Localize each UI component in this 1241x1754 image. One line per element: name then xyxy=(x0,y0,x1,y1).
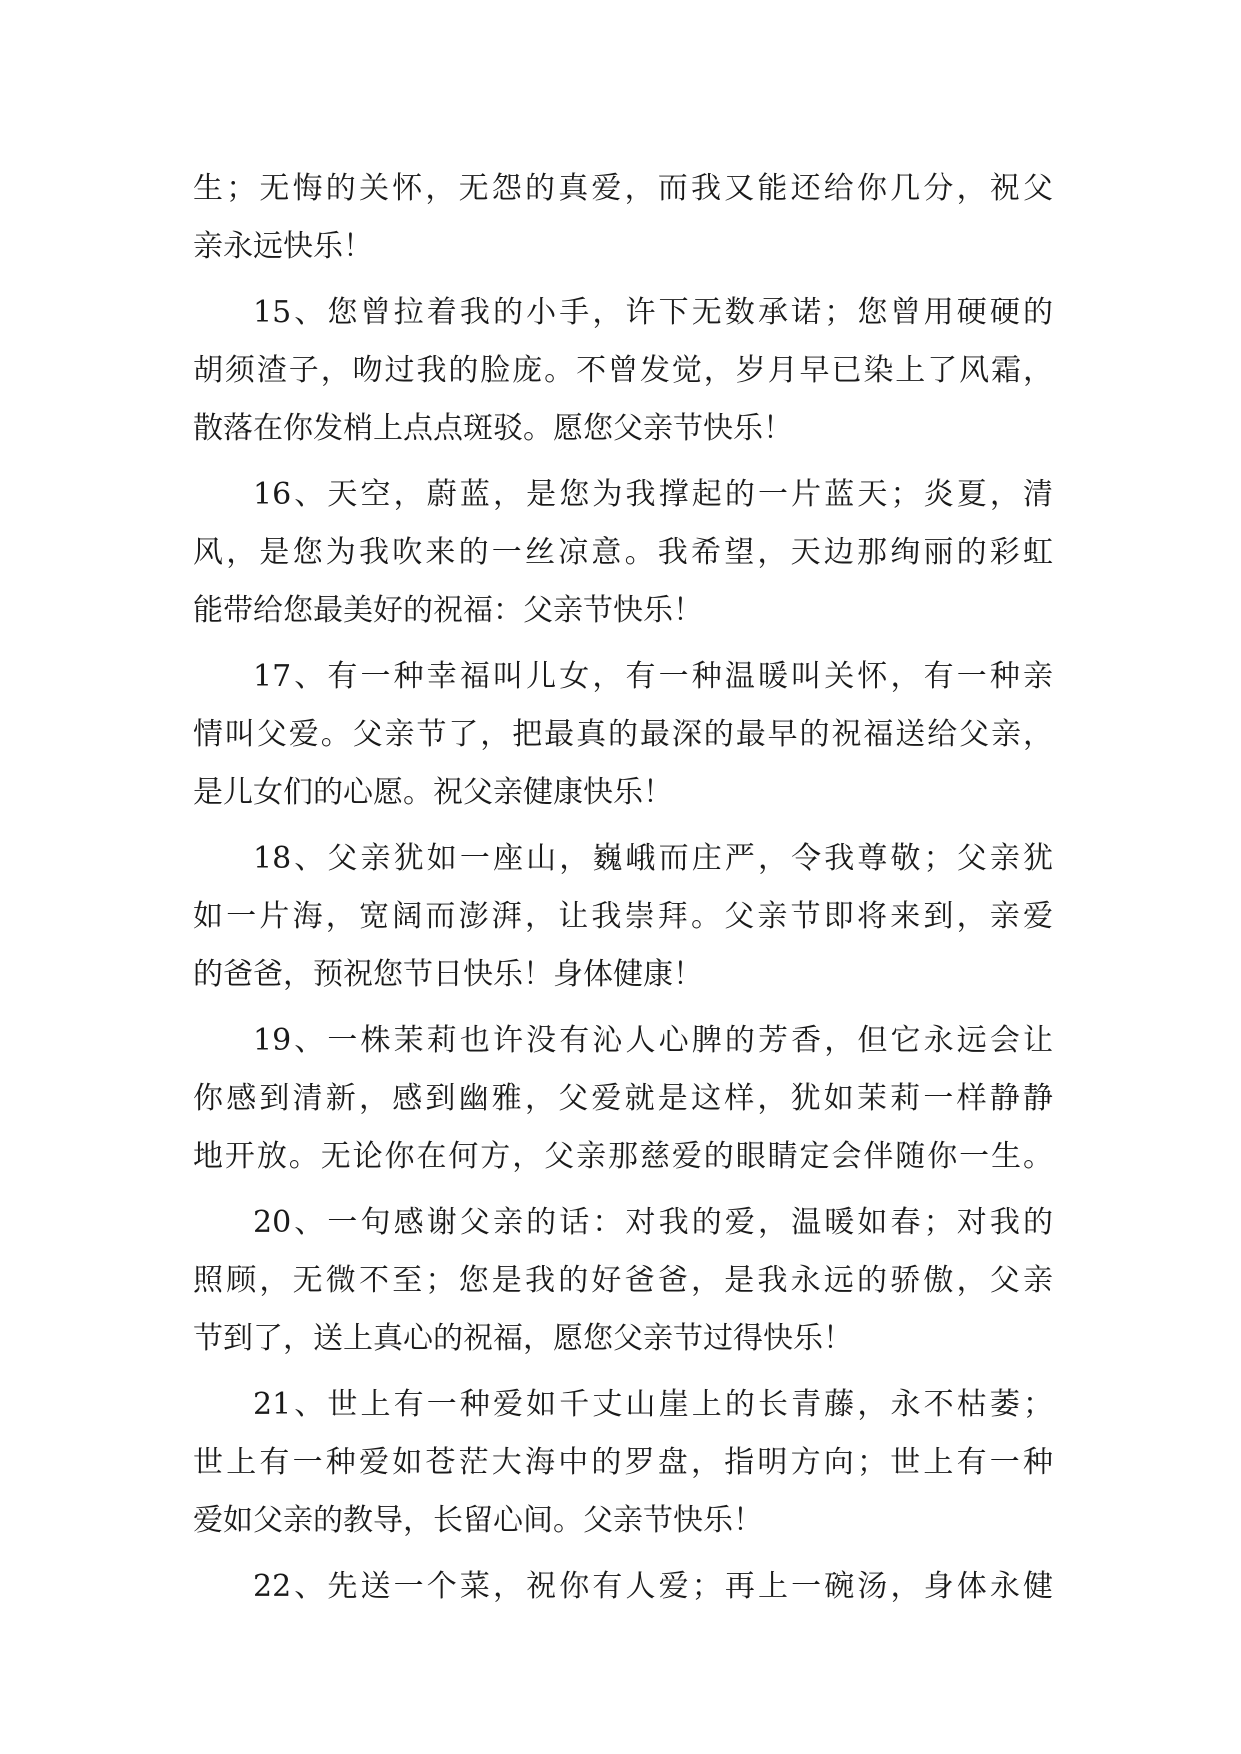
text-line: 地开放。无论你在何方，父亲那慈爱的眼睛定会伴随你一生。 xyxy=(193,1139,1053,1174)
paragraph-16 xyxy=(193,466,1053,640)
text-line: 散落在你发梢上点点斑驳。愿您父亲节快乐！ xyxy=(193,411,793,446)
text-line: 风，是您为我吹来的一丝凉意。我希望，天边那绚丽的彩虹 xyxy=(193,535,1053,570)
text-line: 亲永远快乐！ xyxy=(193,229,373,264)
paragraph-22 xyxy=(193,1558,1053,1616)
text-line: 19、一株茉莉也许没有沁人心脾的芳香，但它永远会让 xyxy=(253,1023,1053,1058)
text-line: 20、一句感谢父亲的话：对我的爱，温暖如春；对我的 xyxy=(253,1205,1053,1240)
text-line: 16、天空，蔚蓝，是您为我撑起的一片蓝天；炎夏，清 xyxy=(253,477,1053,512)
paragraph-19 xyxy=(193,1012,1053,1186)
text-line: 15、您曾拉着我的小手，许下无数承诺；您曾用硬硬的 xyxy=(253,295,1053,330)
text-line: 是儿女们的心愿。祝父亲健康快乐！ xyxy=(193,775,673,810)
text-line: 生；无悔的关怀，无怨的真爱，而我又能还给你几分，祝父 xyxy=(193,171,1053,206)
document-body xyxy=(193,160,1053,1616)
text-line: 节到了，送上真心的祝福，愿您父亲节过得快乐！ xyxy=(193,1321,853,1356)
text-line: 照顾，无微不至；您是我的好爸爸，是我永远的骄傲，父亲 xyxy=(193,1263,1053,1298)
paragraph-20 xyxy=(193,1194,1053,1368)
text-line: 能带给您最美好的祝福：父亲节快乐！ xyxy=(193,593,703,628)
text-line: 胡须渣子，吻过我的脸庞。不曾发觉，岁月早已染上了风霜， xyxy=(193,353,1053,388)
paragraph-21 xyxy=(193,1376,1053,1550)
text-line: 17、有一种幸福叫儿女，有一种温暖叫关怀，有一种亲 xyxy=(253,659,1053,694)
text-line: 18、父亲犹如一座山，巍峨而庄严，令我尊敬；父亲犹 xyxy=(253,841,1053,876)
paragraph-15 xyxy=(193,284,1053,458)
paragraph-18 xyxy=(193,830,1053,1004)
text-line: 22、先送一个菜，祝你有人爱；再上一碗汤，身体永健 xyxy=(253,1569,1053,1604)
text-line: 爱如父亲的教导，长留心间。父亲节快乐！ xyxy=(193,1503,763,1538)
text-line: 情叫父爱。父亲节了，把最真的最深的最早的祝福送给父亲， xyxy=(193,717,1053,752)
text-line: 你感到清新，感到幽雅，父爱就是这样，犹如茉莉一样静静 xyxy=(193,1081,1053,1116)
text-line: 的爸爸，预祝您节日快乐！身体健康！ xyxy=(193,957,703,992)
text-line: 21、世上有一种爱如千丈山崖上的长青藤，永不枯萎； xyxy=(253,1387,1053,1422)
paragraph-continued xyxy=(193,160,1053,276)
text-line: 世上有一种爱如苍茫大海中的罗盘，指明方向；世上有一种 xyxy=(193,1445,1053,1480)
paragraph-17 xyxy=(193,648,1053,822)
text-line: 如一片海，宽阔而澎湃，让我崇拜。父亲节即将来到，亲爱 xyxy=(193,899,1053,934)
